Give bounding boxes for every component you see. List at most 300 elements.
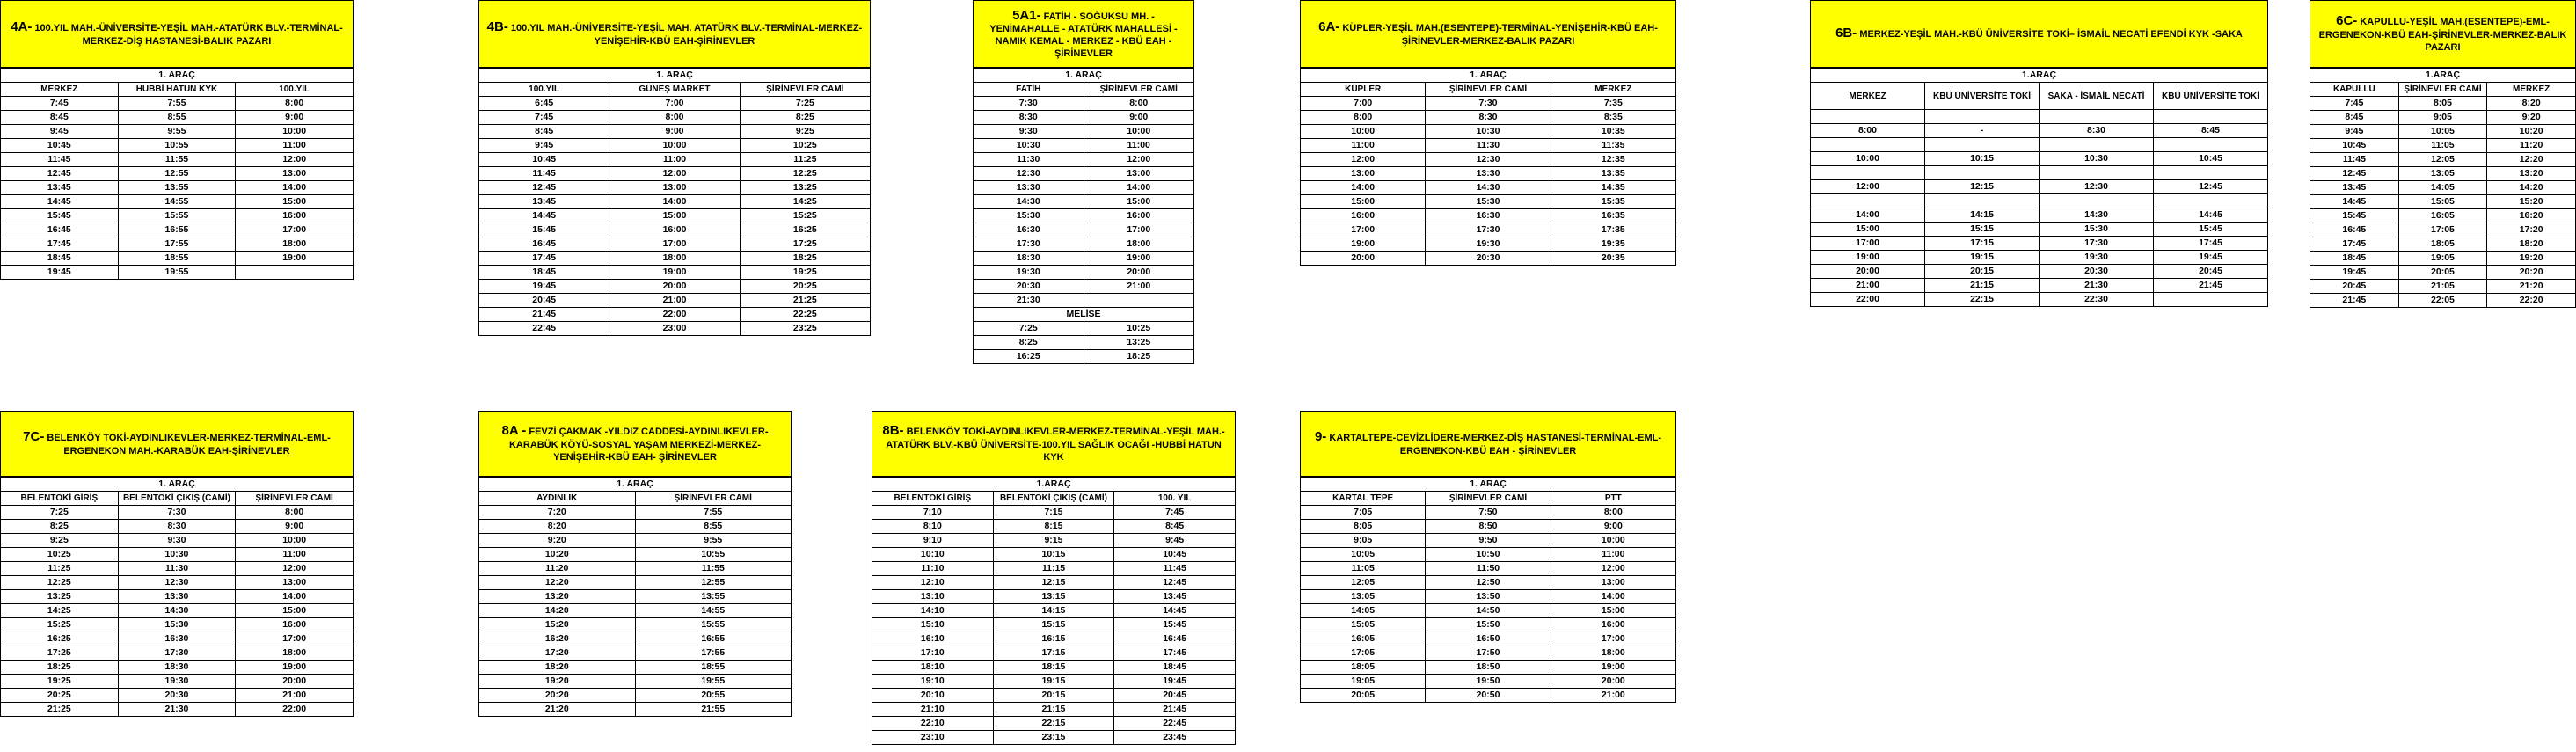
- time-cell: 17:00: [236, 632, 354, 646]
- table-row: [1811, 110, 2268, 124]
- time-cell: 7:30: [974, 97, 1084, 111]
- route-header: [973, 0, 1194, 68]
- time-cell: 21:25: [740, 294, 870, 308]
- column-header-row: [872, 492, 1236, 506]
- time-cell: 8:30: [118, 520, 236, 534]
- time-cell: 17:45: [1, 237, 119, 252]
- table-row: [1, 590, 354, 604]
- table-row: [872, 590, 1236, 604]
- route-title: FATİH - SOĞUKSU MH. - YENİMAHALLE - ATATÜRK MAHALLESİ - NAMIK KEMAL - MERKEZ - KBÜ EAH - ŞİRİNEVLER: [989, 11, 1178, 59]
- time-cell: 10:15: [993, 548, 1114, 562]
- time-cell: 16:05: [2398, 209, 2487, 223]
- table-row: [1, 520, 354, 534]
- time-cell: 15:05: [2398, 195, 2487, 209]
- time-cell: 19:45: [2154, 251, 2268, 265]
- time-cell: 11:45: [1, 153, 119, 167]
- time-cell: 17:00: [1811, 237, 1925, 251]
- time-cell: 18:45: [2310, 252, 2399, 266]
- time-cell: 17:45: [479, 252, 609, 266]
- table-row: [1301, 167, 1676, 181]
- time-cell: [1811, 194, 1925, 208]
- table-row: [1, 618, 354, 632]
- time-cell: 10:25: [740, 139, 870, 153]
- column-header-row: [1, 492, 354, 506]
- column-header: KBÜ ÜNİVERSİTE TOKİ: [2154, 83, 2268, 110]
- column-header: MERKEZ: [1, 83, 119, 97]
- table-row: [1301, 590, 1676, 604]
- time-cell: [2154, 166, 2268, 180]
- table-row: [2310, 237, 2576, 252]
- time-cell: 17:55: [635, 646, 792, 661]
- time-cell: 11:00: [236, 139, 354, 153]
- time-cell: 12:05: [1301, 576, 1426, 590]
- time-cell: 17:00: [236, 223, 354, 237]
- table-row: [872, 632, 1236, 646]
- time-cell: 18:45: [479, 266, 609, 280]
- time-cell: 15:45: [479, 223, 609, 237]
- time-cell: 17:00: [609, 237, 740, 252]
- time-cell: 18:55: [635, 661, 792, 675]
- table-row: [1, 661, 354, 675]
- route-title: 100.YIL MAH.-ÜNİVERSİTE-YEŞİL MAH. ATATÜRK BLV.-TERMİNAL-MERKEZ-YENİŞEHİR-KBÜ EAH-ŞİRİNEVLER: [510, 23, 863, 47]
- table-row: [479, 562, 792, 576]
- time-cell: 19:30: [974, 266, 1084, 280]
- time-cell: 22:45: [479, 322, 609, 336]
- time-cell: 22:15: [1925, 293, 2040, 307]
- time-cell: 14:20: [479, 604, 636, 618]
- time-cell: 8:55: [635, 520, 792, 534]
- time-cell: 20:25: [1, 689, 119, 703]
- time-cell: 14:00: [236, 181, 354, 195]
- vehicle-label: 1. ARAÇ: [1, 478, 354, 492]
- time-cell: 20:00: [1551, 675, 1675, 689]
- time-cell: 19:20: [2487, 252, 2576, 266]
- time-cell: 8:00: [236, 97, 354, 111]
- time-cell: 23:45: [1114, 731, 1236, 745]
- route-title: KARTALTEPE-CEVİZLİDERE-MERKEZ-DİŞ HASTANESİ-TERMİNAL-EML-ERGENEKON-KBÜ EAH - ŞİRİNEVLER: [1329, 433, 1662, 456]
- table-row: [1301, 534, 1676, 548]
- time-cell: 19:00: [609, 266, 740, 280]
- table-row: [1301, 604, 1676, 618]
- time-cell: 15:25: [740, 209, 870, 223]
- timetable-7c: [0, 411, 354, 717]
- table-row: [974, 252, 1194, 266]
- time-cell: 8:45: [2310, 111, 2399, 125]
- time-cell: 10:00: [1301, 125, 1426, 139]
- time-cell: 19:00: [1551, 661, 1675, 675]
- time-cell: 13:00: [609, 181, 740, 195]
- time-cell: 7:45: [479, 111, 609, 125]
- table-row: [2310, 167, 2576, 181]
- table-row: [1, 125, 354, 139]
- timetable-6b: [1810, 0, 2268, 307]
- time-cell: 10:25: [1, 548, 119, 562]
- time-cell: 21:15: [1925, 279, 2040, 293]
- time-cell: 12:00: [236, 562, 354, 576]
- time-cell: 12:25: [740, 167, 870, 181]
- table-row: [1811, 152, 2268, 166]
- time-cell: 12:20: [2487, 153, 2576, 167]
- time-cell: 18:00: [609, 252, 740, 266]
- table-row: [479, 646, 792, 661]
- time-cell: 19:00: [1811, 251, 1925, 265]
- table-row: [1, 632, 354, 646]
- table-row: [1301, 252, 1676, 266]
- table-row: [974, 125, 1194, 139]
- table-row: [1, 223, 354, 237]
- table-row: [1301, 618, 1676, 632]
- time-cell: 21:30: [2040, 279, 2154, 293]
- time-cell: 11:05: [2398, 139, 2487, 153]
- table-row: [1, 576, 354, 590]
- time-cell: 14:05: [1301, 604, 1426, 618]
- time-cell: 19:30: [2040, 251, 2154, 265]
- time-cell: 11:00: [1084, 139, 1194, 153]
- table-row: [1811, 124, 2268, 138]
- table-row: [974, 209, 1194, 223]
- time-cell: 23:25: [740, 322, 870, 336]
- time-cell: 17:20: [2487, 223, 2576, 237]
- table-row: [1, 237, 354, 252]
- table-row: [479, 125, 871, 139]
- time-cell: 18:25: [1084, 350, 1194, 364]
- time-cell: 14:00: [1551, 590, 1675, 604]
- time-cell: 11:30: [974, 153, 1084, 167]
- time-cell: 16:45: [479, 237, 609, 252]
- time-cell: 13:35: [1551, 167, 1675, 181]
- time-cell: 17:45: [1114, 646, 1236, 661]
- time-cell: 10:00: [236, 125, 354, 139]
- table-row: [872, 731, 1236, 745]
- time-cell: 9:00: [236, 520, 354, 534]
- route-title: MERKEZ-YEŞİL MAH.-KBÜ ÜNİVERSİTE TOKİ– İSMAİL NECATİ EFENDİ KYK -SAKA: [1859, 29, 2243, 40]
- time-cell: [2040, 194, 2154, 208]
- time-cell: 14:00: [1811, 208, 1925, 223]
- table-row: [1301, 139, 1676, 153]
- time-cell: 15:45: [1114, 618, 1236, 632]
- column-header: AYDINLIK: [479, 492, 636, 506]
- time-cell: 9:05: [1301, 534, 1426, 548]
- time-cell: 17:30: [118, 646, 236, 661]
- vehicle-label: 1. ARAÇ: [974, 69, 1194, 83]
- time-cell: 8:20: [2487, 97, 2576, 111]
- table-row: [2310, 294, 2576, 308]
- table-row: [1301, 153, 1676, 167]
- table-row: [1811, 166, 2268, 180]
- time-cell: 16:00: [1084, 209, 1194, 223]
- time-cell: 10:30: [118, 548, 236, 562]
- time-cell: 10:00: [1551, 534, 1675, 548]
- time-cell: 11:20: [2487, 139, 2576, 153]
- time-cell: 7:00: [609, 97, 740, 111]
- time-cell: 13:45: [479, 195, 609, 209]
- time-cell: 11:35: [1551, 139, 1675, 153]
- time-cell: 20:55: [635, 689, 792, 703]
- time-cell: 14:55: [118, 195, 236, 209]
- vehicle-row: [974, 69, 1194, 83]
- time-cell: 16:20: [2487, 209, 2576, 223]
- time-cell: [1084, 294, 1194, 308]
- time-cell: 11:25: [740, 153, 870, 167]
- time-cell: 10:00: [1084, 125, 1194, 139]
- time-cell: 12:30: [2040, 180, 2154, 194]
- time-cell: 7:55: [118, 97, 236, 111]
- timetable-4b: [478, 0, 871, 336]
- table-row: [1, 111, 354, 125]
- table-row: [1, 266, 354, 280]
- table-row: [2310, 111, 2576, 125]
- route-code: 6A-: [1318, 19, 1340, 35]
- time-cell: 8:00: [609, 111, 740, 125]
- table-row: [974, 139, 1194, 153]
- time-cell: 20:30: [118, 689, 236, 703]
- time-cell: 10:45: [1, 139, 119, 153]
- time-cell: 9:30: [118, 534, 236, 548]
- time-cell: 14:55: [635, 604, 792, 618]
- timetable-6a: [1300, 0, 1676, 266]
- time-cell: 12:20: [479, 576, 636, 590]
- time-cell: 13:45: [1114, 590, 1236, 604]
- time-cell: 14:00: [1084, 181, 1194, 195]
- time-cell: 22:10: [872, 717, 994, 731]
- route-code: 5A1-: [1012, 7, 1041, 23]
- time-cell: 17:00: [1551, 632, 1675, 646]
- time-cell: 21:45: [2154, 279, 2268, 293]
- time-cell: 14:50: [1426, 604, 1551, 618]
- time-cell: 15:00: [1551, 604, 1675, 618]
- time-cell: 19:20: [479, 675, 636, 689]
- time-cell: 7:25: [1, 506, 119, 520]
- time-cell: 22:00: [236, 703, 354, 717]
- time-cell: 23:10: [872, 731, 994, 745]
- time-cell: 20:30: [1426, 252, 1551, 266]
- time-cell: 9:05: [2398, 111, 2487, 125]
- time-cell: 19:35: [1551, 237, 1675, 252]
- time-cell: 17:45: [2310, 237, 2399, 252]
- time-cell: 16:25: [740, 223, 870, 237]
- time-cell: 15:15: [993, 618, 1114, 632]
- time-cell: [2154, 194, 2268, 208]
- time-cell: 15:20: [2487, 195, 2576, 209]
- table-row: [2310, 195, 2576, 209]
- time-cell: 19:45: [2310, 266, 2399, 280]
- time-cell: 14:30: [1426, 181, 1551, 195]
- time-cell: 10:55: [118, 139, 236, 153]
- time-cell: 10:45: [2154, 152, 2268, 166]
- table-row: [974, 167, 1194, 181]
- time-cell: 21:00: [1084, 280, 1194, 294]
- table-row: [1811, 293, 2268, 307]
- time-cell: 8:45: [479, 125, 609, 139]
- time-cell: 18:05: [1301, 661, 1426, 675]
- time-cell: 14:15: [1925, 208, 2040, 223]
- column-header-row: [1301, 83, 1676, 97]
- column-header: BELENTOKİ GİRİŞ: [872, 492, 994, 506]
- column-header: SAKA - İSMAİL NECATİ: [2040, 83, 2154, 110]
- time-cell: 12:30: [118, 576, 236, 590]
- time-cell: 11:10: [872, 562, 994, 576]
- time-cell: 7:10: [872, 506, 994, 520]
- time-cell: 9:25: [1, 534, 119, 548]
- time-cell: 13:45: [1, 181, 119, 195]
- time-cell: 11:25: [1, 562, 119, 576]
- table-row: [872, 520, 1236, 534]
- time-cell: 15:30: [974, 209, 1084, 223]
- time-cell: 17:10: [872, 646, 994, 661]
- route-title: 100.YIL MAH.-ÜNİVERSİTE-YEŞİL MAH.-ATATÜRK BLV.-TERMİNAL-MERKEZ-DİŞ HASTANESİ-BALIK PAZARI: [34, 23, 343, 47]
- table-row: [1, 167, 354, 181]
- time-cell: 22:20: [2487, 294, 2576, 308]
- schedule-table: [0, 477, 354, 717]
- time-cell: 11:55: [635, 562, 792, 576]
- time-cell: [1925, 138, 2040, 152]
- time-cell: 9:45: [2310, 125, 2399, 139]
- time-cell: 21:30: [974, 294, 1084, 308]
- table-row: [1811, 265, 2268, 279]
- time-cell: 12:45: [1114, 576, 1236, 590]
- time-cell: 13:30: [974, 181, 1084, 195]
- column-header: KARTAL TEPE: [1301, 492, 1426, 506]
- time-cell: 14:30: [2040, 208, 2154, 223]
- time-cell: 15:00: [1301, 195, 1426, 209]
- column-header-row: [1301, 492, 1676, 506]
- time-cell: 10:30: [974, 139, 1084, 153]
- timetable-9: [1300, 411, 1676, 703]
- time-cell: 8:00: [1811, 124, 1925, 138]
- column-header: HUBBİ HATUN KYK: [118, 83, 236, 97]
- time-cell: 14:25: [1, 604, 119, 618]
- table-row: [1, 534, 354, 548]
- timetable-8b: [872, 411, 1236, 745]
- table-row: [479, 153, 871, 167]
- time-cell: 10:00: [609, 139, 740, 153]
- time-cell: 18:00: [1084, 237, 1194, 252]
- column-header: ŞİRİNEVLER CAMİ: [740, 83, 870, 97]
- table-row: [2310, 125, 2576, 139]
- schedule-table: [478, 68, 871, 336]
- time-cell: 12:35: [1551, 153, 1675, 167]
- time-cell: 20:20: [2487, 266, 2576, 280]
- time-cell: [1811, 166, 1925, 180]
- time-cell: 12:15: [993, 576, 1114, 590]
- schedule-table: [872, 477, 1236, 745]
- time-cell: 10:35: [1551, 125, 1675, 139]
- schedule-table: [973, 68, 1194, 364]
- time-cell: 9:00: [1551, 520, 1675, 534]
- time-cell: 20:10: [872, 689, 994, 703]
- time-cell: 15:55: [118, 209, 236, 223]
- time-cell: 11:30: [1426, 139, 1551, 153]
- table-row: [479, 590, 792, 604]
- time-cell: 9:30: [974, 125, 1084, 139]
- time-cell: 8:25: [740, 111, 870, 125]
- time-cell: 12:30: [974, 167, 1084, 181]
- time-cell: 14:00: [609, 195, 740, 209]
- time-cell: 18:25: [740, 252, 870, 266]
- table-row: [1811, 180, 2268, 194]
- time-cell: 17:30: [2040, 237, 2154, 251]
- time-cell: [236, 266, 354, 280]
- time-cell: 16:10: [872, 632, 994, 646]
- time-cell: 17:25: [740, 237, 870, 252]
- time-cell: 12:45: [1, 167, 119, 181]
- table-row: [1811, 279, 2268, 293]
- time-cell: 19:45: [479, 280, 609, 294]
- time-cell: 17:45: [2154, 237, 2268, 251]
- table-row: [872, 506, 1236, 520]
- route-header: [872, 411, 1236, 477]
- time-cell: [1811, 110, 1925, 124]
- time-cell: 20:00: [1084, 266, 1194, 280]
- table-row: [479, 534, 792, 548]
- time-cell: 16:45: [2310, 223, 2399, 237]
- table-row: [1, 689, 354, 703]
- column-header: ŞİRİNEVLER CAMİ: [1426, 492, 1551, 506]
- table-row: [974, 322, 1194, 336]
- time-cell: 12:45: [2154, 180, 2268, 194]
- table-row: [1811, 223, 2268, 237]
- route-header: [0, 0, 354, 68]
- time-cell: 18:15: [993, 661, 1114, 675]
- table-row: [872, 618, 1236, 632]
- time-cell: 8:30: [974, 111, 1084, 125]
- time-cell: 12:25: [1, 576, 119, 590]
- time-cell: 20:45: [2310, 280, 2399, 294]
- table-row: [1301, 520, 1676, 534]
- time-cell: 18:10: [872, 661, 994, 675]
- section-label: MELİSE: [974, 308, 1194, 322]
- time-cell: 8:00: [1551, 506, 1675, 520]
- table-row: [1301, 181, 1676, 195]
- table-row: [479, 520, 792, 534]
- time-cell: 17:35: [1551, 223, 1675, 237]
- vehicle-label: 1. ARAÇ: [479, 69, 871, 83]
- time-cell: 15:00: [1811, 223, 1925, 237]
- column-header: PTT: [1551, 492, 1675, 506]
- time-cell: 13:00: [1551, 576, 1675, 590]
- column-header: BELENTOKİ ÇIKIŞ (CAMİ): [118, 492, 236, 506]
- table-row: [479, 209, 871, 223]
- time-cell: 19:55: [118, 266, 236, 280]
- time-cell: 9:00: [1084, 111, 1194, 125]
- time-cell: 9:55: [118, 125, 236, 139]
- time-cell: 10:10: [872, 548, 994, 562]
- time-cell: 7:45: [2310, 97, 2399, 111]
- time-cell: 8:45: [1, 111, 119, 125]
- time-cell: 14:30: [974, 195, 1084, 209]
- time-cell: 11:00: [1301, 139, 1426, 153]
- column-header: 100. YIL: [1114, 492, 1236, 506]
- time-cell: 13:20: [2487, 167, 2576, 181]
- time-cell: 16:25: [1, 632, 119, 646]
- table-row: [974, 350, 1194, 364]
- column-header-row: [2310, 83, 2576, 97]
- time-cell: 13:10: [872, 590, 994, 604]
- time-cell: 8:05: [1301, 520, 1426, 534]
- table-row: [2310, 252, 2576, 266]
- time-cell: 19:00: [236, 661, 354, 675]
- time-cell: 8:45: [1114, 520, 1236, 534]
- time-cell: 13:25: [1084, 336, 1194, 350]
- time-cell: 7:25: [740, 97, 870, 111]
- time-cell: 15:30: [1426, 195, 1551, 209]
- time-cell: 17:15: [993, 646, 1114, 661]
- timetable-5a1: [973, 0, 1194, 364]
- time-cell: 9:45: [1114, 534, 1236, 548]
- table-row: [2310, 97, 2576, 111]
- time-cell: 18:00: [1551, 646, 1675, 661]
- column-header: MERKEZ: [1551, 83, 1675, 97]
